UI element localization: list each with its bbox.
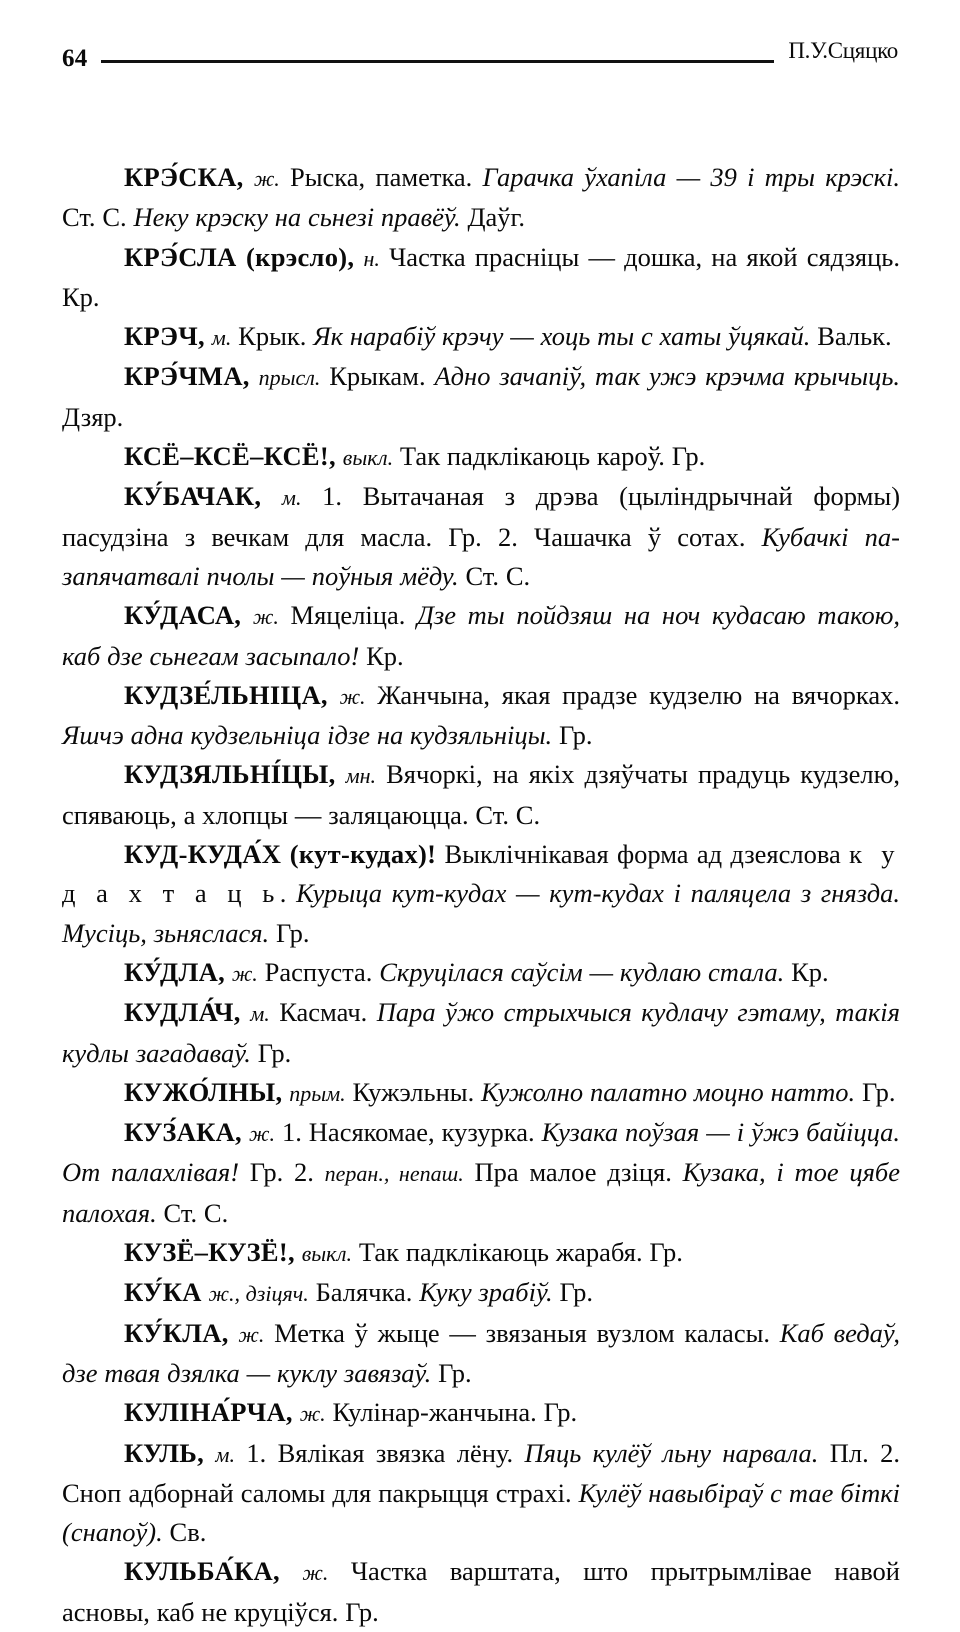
example: Кужолно палатно моцно натто. [481, 1076, 856, 1107]
example: Куку зрабіў. [419, 1277, 553, 1308]
sense-number: 2. [294, 1157, 314, 1188]
example: Каб ведаў, дзе твая дзялка — куклу завязаў. [62, 1317, 900, 1388]
grammar-label: ж. [248, 1121, 275, 1147]
example: Адно зачапіў, так ужэ крэчма крычыць. [434, 361, 901, 392]
definition: Крыкам. [329, 361, 426, 392]
header-rule [101, 60, 774, 63]
headword: КУЛЬ, [124, 1437, 205, 1468]
source: Гр. [345, 1596, 379, 1627]
dictionary-entry [62, 437, 900, 477]
definition: Так падклікаюць жарабя. [358, 1237, 643, 1268]
definition: Распуста. [264, 956, 373, 987]
sense-number: 2. [880, 1437, 901, 1468]
definition: Частка прасніцы — дошка, на якой сядзяць. [389, 241, 900, 272]
headword: КУ́ДЛА, [124, 956, 225, 987]
source: Кр. [791, 956, 829, 987]
definition: Мяцеліца. [290, 600, 406, 631]
sense-number: 2. [497, 521, 518, 552]
source: Гр. [559, 1277, 594, 1308]
definition: Пра малое дзіця. [474, 1157, 672, 1188]
source: Гр. [861, 1076, 896, 1107]
dictionary-entry [62, 676, 900, 756]
grammar-label: ж. [238, 1321, 265, 1347]
sense-number: 1. [246, 1437, 267, 1468]
headword: КУ́КЛА, [124, 1317, 229, 1348]
headword: КУЖО́ЛНЫ, [124, 1076, 283, 1107]
dictionary-entry [62, 1314, 900, 1394]
example: Дзе ты пойдзяш на ноч кудасаю такою, каб дзе сьнегам засыпало! [62, 600, 901, 671]
grammar-label: н. [363, 245, 380, 271]
tracked-infinitive: к у д а х т а ц ь [62, 839, 901, 909]
example: Яшчэ адна кудзельніца ідзе на кудзяльніцы. [62, 720, 553, 751]
source: Гр. [257, 1037, 292, 1068]
grammar-label: перан., непаш. [324, 1161, 464, 1187]
headword: КСЁ–КСЁ–КСЁ!, [124, 441, 336, 472]
source: Даўг. [467, 202, 526, 233]
headword: КРЭ́ЧМА, [124, 361, 250, 392]
headword: КУД-КУДА́Х (кут-кудах)! [124, 839, 437, 870]
dictionary-entry [62, 317, 900, 357]
headword: КУЗЁ–КУЗЁ!, [124, 1237, 295, 1268]
headword: КУ́КА [124, 1277, 202, 1308]
source: Гр. [671, 441, 706, 472]
source: Гр. [249, 1157, 284, 1188]
sense-number: 1. [322, 481, 343, 512]
dictionary-entry [62, 755, 900, 835]
grammar-label: ж. [231, 960, 258, 986]
definition: Сноп адборнай саломы для пакрыцця страхі. [62, 1477, 572, 1508]
headword: КУЛІНА́РЧА, [124, 1397, 293, 1428]
example: Скруцілася саўсім — кудлаю стала. [379, 956, 785, 987]
definition: Чашачка ў сотах. [534, 521, 746, 552]
grammar-label: ж. [253, 166, 280, 191]
source: Дзяр. [62, 401, 124, 432]
definition: Кужэльны. [352, 1076, 475, 1107]
source: Ст. С. [465, 560, 531, 591]
definition-period: . [279, 878, 287, 909]
source: Кр. [62, 281, 100, 312]
headword: КУ́БАЧАК, [124, 481, 262, 512]
headword: КРЭЧ, [124, 321, 205, 352]
example: Гарачка ўхапіла — 39 і тры крэскі. [482, 162, 900, 192]
source: Гр. [448, 521, 482, 552]
dictionary-entries [62, 158, 900, 1632]
sense-number: 1. [281, 1117, 302, 1148]
definition: Частка варштата, што прытрымлівае навой асновы, каб не круціўся. [62, 1556, 900, 1627]
example: Неку крэску на сьнезі правёў. [133, 202, 461, 233]
example: Курыца кут-кудах — кут-кудах і паляцела з гнязда. Мусіць, зьняслася. [62, 878, 900, 948]
definition: Вялікая звязка лёну. [277, 1437, 514, 1468]
definition: Жанчына, якая прадзе кудзелю на вячорках. [377, 679, 900, 710]
definition: Выклічнікавая форма ад дзеяслова [444, 839, 841, 870]
definition: Рыска, паметка. [290, 162, 473, 192]
grammar-label: прым. [289, 1080, 346, 1106]
grammar-label: м. [281, 485, 302, 511]
definition: Балячка. [315, 1277, 413, 1308]
headword: КУДЗЯЛЬНІ́ЦЫ, [124, 759, 336, 790]
example: Як нарабіў крэчу — хоць ты с хаты ўцякай. [313, 321, 811, 352]
grammar-label: ж., дзіцяч. [208, 1281, 309, 1307]
headword: КУДЗЕ́ЛЬНІЦА, [124, 679, 328, 710]
example: Пара ўжо стрыхчыся кудлачу гэтаму, такія кудлы загадаваў. [62, 997, 900, 1068]
definition: Метка ў жыце — звязаныя вузлом каласы. [274, 1317, 771, 1348]
source: Кр. [366, 640, 404, 671]
grammar-label: мн. [345, 763, 377, 789]
definition: Вытачаная з дрэва (цыліндрычнай формы) пасудзіна з вечкам для масла. [62, 481, 901, 552]
definition: Насякомае, кузурка. [308, 1117, 535, 1148]
headword: КУ́ДАСА, [124, 600, 242, 631]
dictionary-entry [62, 596, 900, 676]
dictionary-entry [62, 1434, 900, 1553]
definition: Так падклікаюць кароў. [399, 441, 665, 472]
grammar-label: ж. [339, 683, 366, 709]
page-number: 64 [62, 44, 88, 72]
dictionary-entry [62, 1393, 900, 1433]
source: Гр. [649, 1237, 683, 1268]
grammar-label: м. [215, 1441, 235, 1467]
running-head [62, 38, 898, 78]
headword: КУДЛА́Ч, [124, 997, 241, 1028]
grammar-label: прысл. [258, 365, 321, 391]
example: Пяць кулёў льну нарвала. [524, 1437, 819, 1468]
dictionary-entry [62, 1552, 900, 1632]
dictionary-entry [62, 477, 900, 596]
source: Вальк. [817, 321, 892, 352]
definition: Кулінар-жанчына. [332, 1397, 537, 1428]
example: Кулёў навыбіраў с тае біткі (снапоў). [62, 1477, 900, 1548]
source: Пл. [829, 1437, 869, 1468]
dictionary-entry [62, 835, 900, 953]
dictionary-entry [62, 1273, 900, 1313]
source: Гр. [276, 917, 310, 948]
dictionary-entry [62, 357, 900, 437]
definition: Вячоркі, на якіх дзяўчаты прадуць кудзелю, спяваюць, а хлопцы — заляцаюцца. [62, 759, 901, 830]
dictionary-entry [62, 1233, 900, 1273]
definition: Крык. [238, 321, 307, 352]
headword: КУЛЬБА́КА, [124, 1556, 280, 1587]
grammar-label: ж. [252, 604, 279, 630]
dictionary-entry [62, 238, 900, 318]
grammar-label: м. [250, 1001, 270, 1027]
grammar-label: выкл. [301, 1241, 353, 1267]
source: Гр. [543, 1397, 578, 1428]
source: Ст. С. [163, 1197, 229, 1228]
dictionary-entry [62, 953, 900, 993]
source: Св. [169, 1517, 207, 1548]
example: Кубачкі па-запячатвалі пчолы — поўныя мёду. [62, 521, 900, 591]
grammar-label: выкл. [342, 445, 394, 471]
headword: КРЭ́СКА, [124, 162, 244, 192]
headword: КУЗ́АКА, [124, 1117, 242, 1148]
source: Гр. [558, 720, 593, 751]
example: Кузака, і тое цябе палохая. [62, 1157, 901, 1228]
source: Ст. С. [62, 202, 127, 233]
dictionary-entry [62, 1113, 900, 1233]
headword: КРЭ́СЛА (крэсло), [124, 241, 355, 272]
source: Гр. [438, 1357, 472, 1388]
grammar-label: ж. [299, 1401, 326, 1427]
example: Кузака поўзая — і ўжэ байіцца. От палахлівая! [62, 1117, 901, 1188]
dictionary-entry [62, 993, 900, 1073]
definition: Касмач. [279, 997, 368, 1028]
author-name: П.У.Сцяцко [788, 37, 898, 63]
grammar-label: м. [211, 325, 232, 351]
dictionary-entry [62, 1073, 900, 1113]
source: Ст. С. [475, 799, 541, 830]
dictionary-entry [62, 158, 900, 238]
grammar-label: ж. [302, 1560, 329, 1586]
